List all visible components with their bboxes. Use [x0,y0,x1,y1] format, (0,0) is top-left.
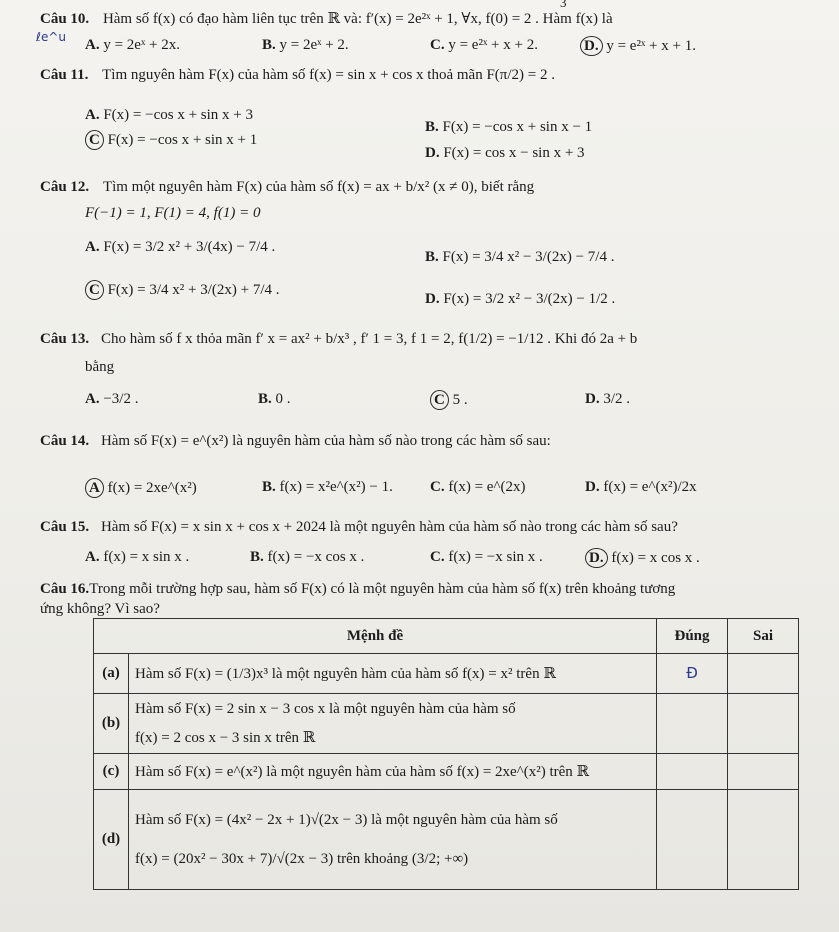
q15-option-d [585,548,700,568]
option-text: F(x) = −cos x + sin x − 1 [442,119,593,135]
option-text: f(x) = e^(2x) [448,479,526,495]
question-10 [40,10,613,28]
handwritten-mark: Đ [686,664,698,682]
option-letter-circled: D. [585,548,608,568]
option-text: 3/2 . [603,391,631,407]
header-statement: Mệnh đề [94,619,657,654]
row-label: (d) [94,790,129,890]
q10-option-b [262,36,349,54]
false-cell[interactable] [728,694,799,754]
question-15-stem: Hàm số F(x) = x sin x + cos x + 2024 là một nguyên hàm của hàm số nào trong các hàm số sau? [100,519,678,535]
question-11 [40,66,555,84]
option-text: F(x) = −cos x + sin x + 3 [103,107,254,123]
question-15 [40,518,678,536]
option-letter-circled: D. [580,36,603,56]
true-cell[interactable] [657,654,728,694]
question-14-stem: Hàm số F(x) = e^(x²) là nguyên hàm của hàm số nào trong các hàm số sau: [100,433,551,449]
q11-option-c [85,130,257,150]
question-14 [40,432,551,450]
table-row [94,694,799,754]
q15-option-b [250,548,364,566]
q12-option-d [425,290,615,308]
option-letter: D. [425,291,440,307]
option-letter: A. [85,37,100,53]
question-10-stem: Hàm số f(x) có đạo hàm liên tục trên ℝ và: f′(x) = 2e²ˣ + 1, ∀x, f(0) = 2 . Hàm f(x) là [102,11,613,27]
option-letter: D. [585,479,600,495]
option-text: F(x) = −cos x + sin x + 1 [107,132,258,148]
question-13 [40,330,637,348]
question-16 [40,580,675,598]
q11-option-d [425,144,585,162]
question-16-stem: Trong mỗi trường hợp sau, hàm số F(x) có là một nguyên hàm của hàm số f(x) trên khoảng tương [89,581,676,597]
option-letter: A. [85,239,100,255]
option-letter: B. [425,119,439,135]
question-10-label: Câu 10. [40,11,90,27]
option-letter: B. [258,391,272,407]
q15-option-c [430,548,543,566]
question-16-stem-line2: ứng không? Vì sao? [40,601,160,617]
option-text: f(x) = x sin x . [103,549,190,565]
option-letter-circled: C [85,280,104,300]
row-label: (a) [94,654,129,694]
option-letter: A. [85,549,100,565]
option-letter-circled: A [85,478,104,498]
option-letter: C. [430,549,445,565]
q14-option-c [430,478,525,496]
q11-option-a [85,106,253,124]
question-15-label: Câu 15. [40,519,90,535]
q12-option-a [85,238,275,256]
option-letter: A. [85,391,100,407]
option-text: F(x) = 3/4 x² − 3/(2x) − 7/4 . [442,249,615,265]
table-row [94,654,799,694]
option-letter: B. [425,249,439,265]
statement-table [93,618,799,890]
option-letter: D. [425,145,440,161]
option-text: y = e²ˣ + x + 1. [606,38,696,54]
question-12-condition: F(−1) = 1, F(1) = 4, f(1) = 0 [85,205,261,221]
header-true: Đúng [657,619,728,654]
option-text: y = e²ˣ + x + 2. [448,37,538,53]
q11-option-b [425,118,592,136]
question-13-stem: Cho hàm số f x thỏa mãn f′ x = ax² + b/x³ , f′ 1 = 3, f 1 = 2, f(1/2) = −1/12 . Khi đó 2a + b [100,331,638,347]
q14-option-a [85,478,197,498]
row-statement: Hàm số F(x) = (1/3)x³ là một nguyên hàm của hàm số f(x) = x² trên ℝ [129,654,657,694]
q13-option-c [430,390,468,410]
handwritten-note: ℓe^u [36,30,66,44]
option-text: y = 2eˣ + 2x. [103,37,181,53]
row-statement-line1: Hàm số F(x) = (4x² − 2x + 1)√(2x − 3) là một nguyên hàm của hàm số [135,811,558,828]
option-text: f(x) = x²e^(x²) − 1. [279,479,393,495]
header-false: Sai [728,619,799,654]
option-text: F(x) = 3/4 x² + 3/(2x) + 7/4 . [107,282,280,298]
q10-option-a [85,36,180,54]
option-letter: B. [250,549,264,565]
false-cell[interactable] [728,754,799,790]
question-13-label: Câu 13. [40,331,90,347]
option-text: f(x) = x cos x . [611,550,700,566]
true-cell[interactable] [657,754,728,790]
q14-option-d [585,478,697,496]
table-row [94,790,799,890]
option-letter: D. [585,391,600,407]
question-12 [40,178,534,196]
true-cell[interactable] [657,694,728,754]
q12-option-c [85,280,280,300]
row-statement-line2: f(x) = (20x² − 30x + 7)/√(2x − 3) trên khoảng (3/2; +∞) [135,850,469,867]
option-letter: C. [430,479,445,495]
q10-option-c [430,36,538,54]
row-label: (b) [94,694,129,754]
option-text: f(x) = −x cos x . [267,549,365,565]
option-text: F(x) = cos x − sin x + 3 [443,145,585,161]
question-16-label: Câu 16. [40,581,90,597]
row-statement-line1: Hàm số F(x) = 2 sin x − 3 cos x là một nguyên hàm của hàm số [135,700,516,717]
question-13-tail: bằng [85,359,115,375]
question-12-stem: Tìm một nguyên hàm F(x) của hàm số f(x) = ax + b/x² (x ≠ 0), biết rằng [102,179,535,195]
option-letter-circled: C [430,390,449,410]
option-letter: B. [262,37,276,53]
false-cell[interactable] [728,654,799,694]
q14-option-b [262,478,393,496]
question-12-label: Câu 12. [40,179,90,195]
false-cell[interactable] [728,790,799,890]
option-text: f(x) = 2xe^(x²) [107,480,197,496]
q10-option-d [580,36,696,56]
option-letter-circled: C [85,130,104,150]
option-text: 0 . [275,391,291,407]
question-14-label: Câu 14. [40,433,90,449]
top-fragment: 3 [560,0,567,10]
row-label: (c) [94,754,129,790]
option-text: 5 . [452,392,468,408]
option-letter: B. [262,479,276,495]
q13-option-d [585,390,630,408]
option-text: F(x) = 3/2 x² − 3/(2x) − 1/2 . [443,291,616,307]
option-letter: A. [85,107,100,123]
table-row [94,754,799,790]
true-cell[interactable] [657,790,728,890]
row-statement [129,790,657,890]
question-11-stem: Tìm nguyên hàm F(x) của hàm số f(x) = sin x + cos x thoả mãn F(π/2) = 2 . [102,67,555,83]
option-text: y = 2eˣ + 2. [279,37,349,53]
option-letter: C. [430,37,445,53]
option-text: −3/2 . [103,391,139,407]
row-statement [129,694,657,754]
table-header-row [94,619,799,654]
row-statement-line2: f(x) = 2 cos x − 3 sin x trên ℝ [135,729,316,746]
option-text: f(x) = −x sin x . [448,549,543,565]
option-text: f(x) = e^(x²)/2x [603,479,697,495]
question-11-label: Câu 11. [40,67,89,83]
row-statement: Hàm số F(x) = e^(x²) là một nguyên hàm của hàm số f(x) = 2xe^(x²) trên ℝ [129,754,657,790]
q13-option-b [258,390,291,408]
q15-option-a [85,548,189,566]
q13-option-a [85,390,138,408]
option-text: F(x) = 3/2 x² + 3/(4x) − 7/4 . [103,239,276,255]
q12-option-b [425,248,614,266]
